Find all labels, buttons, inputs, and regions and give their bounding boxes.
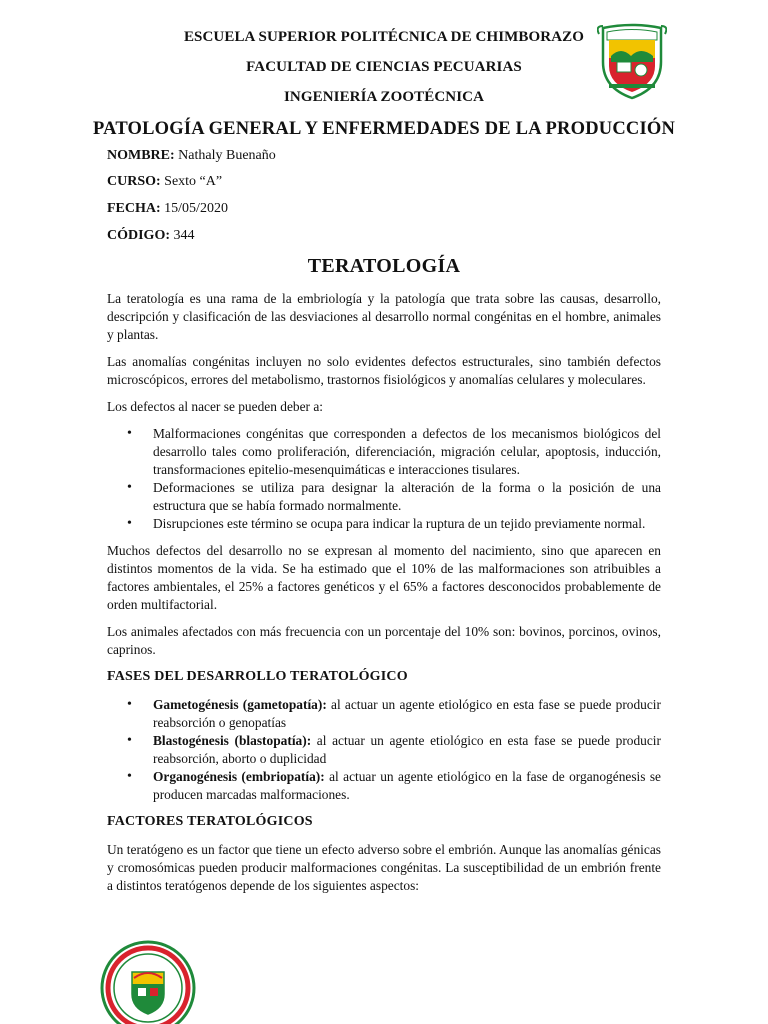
phase-term: Organogénesis (embriopatía):	[153, 769, 325, 784]
meta-name-label: NOMBRE:	[107, 148, 175, 163]
paragraph: La teratología es una rama de la embriología y la patología que trata sobre las causas, desarrollo, descripción y clasificación de las desviaciones al desarrollo normal congénitas en el hombre, animales y plantas.	[107, 291, 661, 342]
factors-heading: FACTORES TERATOLÓGICOS	[107, 814, 313, 829]
course-title: PATOLOGÍA GENERAL Y ENFERMEDADES DE LA PRODUCCIÓN	[93, 119, 675, 139]
meta-course-value: Sexto “A”	[160, 174, 223, 189]
document-title: TERATOLOGÍA	[307, 255, 461, 277]
document-body	[107, 290, 661, 904]
meta-date-label: FECHA:	[107, 201, 161, 216]
paragraph: Las anomalías congénitas incluyen no solo evidentes defectos estructurales, sino también defectos microscópicos, errores del metabolismo, trastornos fisiológicos y anomalías celulares y moleculares.	[107, 354, 661, 387]
meta-name-value: Nathaly Buenaño	[174, 148, 276, 163]
meta-code	[107, 228, 195, 244]
faculty-name: FACULTAD DE CIENCIAS PECUARIAS	[246, 59, 522, 75]
paragraph: Un teratógeno es un factor que tiene un efecto adverso sobre el embrión. Aunque las anomalías génicas y cromosómicas pueden producir malformaciones congénitas. La susceptibilidad de un embrión frente a distintos teratógenos depende de los siguientes aspectos:	[107, 842, 661, 893]
phase-term: Gametogénesis (gametopatía):	[153, 697, 327, 712]
list-item: • Disrupciones este término se ocupa para indicar la ruptura de un tejido previamente normal.	[153, 515, 661, 533]
list-item	[153, 696, 661, 732]
meta-date	[107, 201, 228, 217]
phases-list	[107, 696, 661, 804]
faculty-shield-logo-icon	[597, 22, 667, 100]
paragraph: Los animales afectados con más frecuencia con un porcentaje del 10% son: bovinos, porcinos, ovinos, caprinos.	[107, 624, 661, 657]
phase-text: al actuar un agente etiológico en esta fase se puede producir reabsorción o genopatías	[153, 697, 661, 730]
school-name: ESCUELA SUPERIOR POLITÉCNICA DE CHIMBORAZO	[183, 29, 585, 45]
paragraph: Muchos defectos del desarrollo no se expresan al momento del nacimiento, sino que aparecen en distintos momentos de la vida. Se ha estimado que el 10% de las malformaciones son atribuibles a factores ambientales, el 25% a factores genéticos y el 65% a factores desconocidos probablemente de orden multifactorial.	[107, 543, 661, 612]
phases-heading: FASES DEL DESARROLLO TERATOLÓGICO	[107, 669, 408, 684]
program-name: INGENIERÍA ZOOTÉCNICA	[283, 89, 485, 105]
list-item	[153, 732, 661, 768]
meta-name	[107, 148, 276, 164]
phase-text: al actuar un agente etiológico en esta fase se puede producir reabsorción, aborto o duplicidad	[153, 733, 661, 766]
espoch-seal-logo-icon	[98, 938, 198, 1024]
phase-term: Blastogénesis (blastopatía):	[153, 733, 312, 748]
meta-course-label: CURSO:	[107, 174, 161, 189]
paragraph: Los defectos al nacer se pueden deber a:	[107, 399, 324, 414]
meta-course	[107, 174, 222, 190]
list-item: • Malformaciones congénitas que corresponden a defectos de los mecanismos biológicos del desarrollo tales como proliferación, diferenciación, migración celular, apoptosis, inducción, transformaciones epitelio-mesenquimáticas e interacciones tisulares.	[153, 425, 661, 479]
phase-text: al actuar un agente etiológico en la fase de organogénesis se producen marcadas malformaciones.	[153, 769, 661, 802]
meta-date-value: 15/05/2020	[160, 201, 228, 216]
list-item	[153, 768, 661, 804]
meta-code-label: CÓDIGO:	[107, 228, 170, 243]
list-item: • Deformaciones se utiliza para designar la alteración de la forma o la posición de una estructura que se había formado normalmente.	[153, 479, 661, 515]
defects-list	[107, 425, 661, 533]
meta-code-value: 344	[170, 228, 195, 243]
